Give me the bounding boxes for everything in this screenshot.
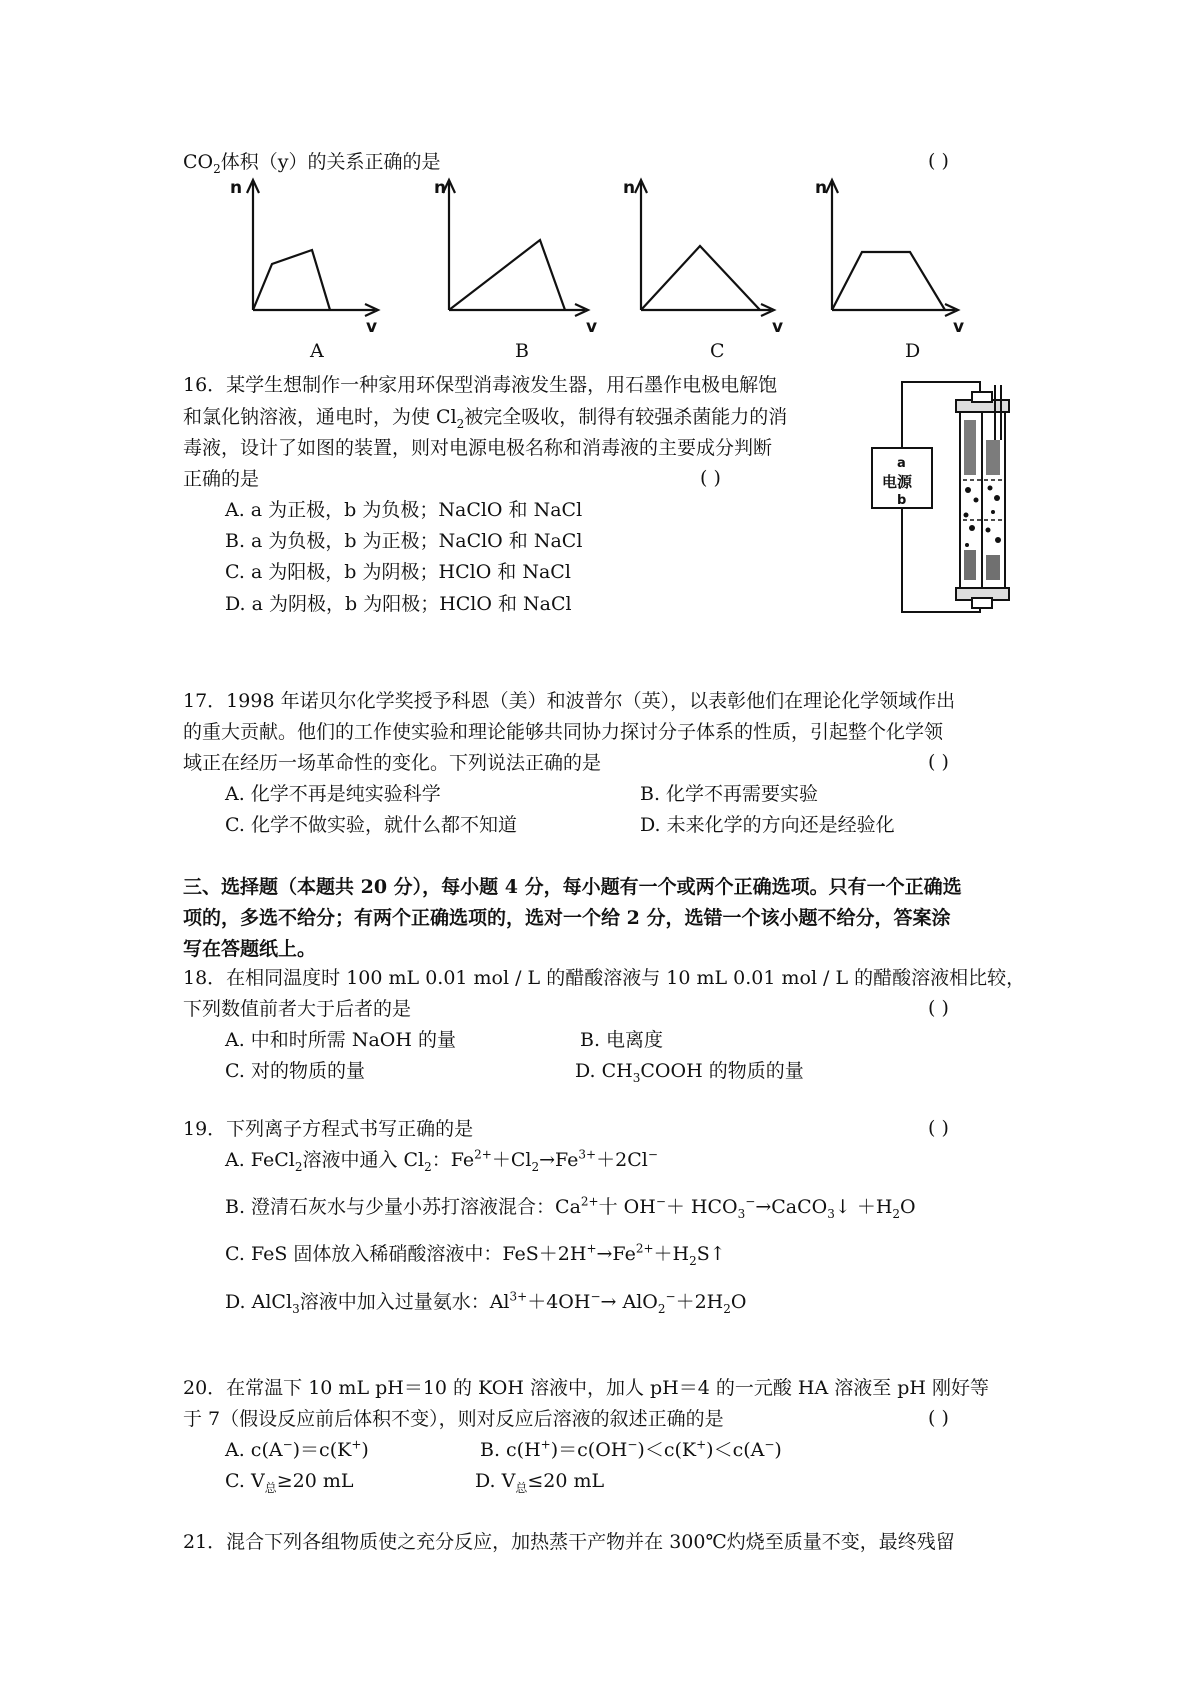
graph-d (826, 180, 958, 316)
q15-answer-paren: ( ) (928, 150, 949, 172)
q19-c-t1: C. FeS 固体放入稀硝酸溶液中：FeS＋2H (225, 1243, 587, 1265)
q18-line-2: 下列数值前者大于后者的是 (183, 998, 412, 1020)
q19-d-t1: D. AlCl (225, 1291, 293, 1313)
q19-d-t5: ＋2H (675, 1291, 724, 1313)
q19-answer-paren: ( ) (928, 1117, 949, 1139)
q16-answer-paren: ( ) (700, 467, 721, 489)
section-3-heading-line-1: 三、选择题（本题共 20 分），每小题 4 分，每小题有一个或两个正确选项。只有一个正确选 (183, 876, 962, 898)
q20-line-1: 20．在常温下 10 mL pH＝10 的 KOH 溶液中，加人 pH＝4 的一元酸 HA 溶液至 pH 刚好等 (183, 1377, 990, 1399)
q19-b-s3: 2 (892, 1206, 901, 1221)
q17-line-1: 17．1998 年诺贝尔化学奖授予科恩（美）和波普尔（英），以表彰他们在理论化学领域作出 (183, 690, 956, 712)
graph-c-y-label: n (623, 178, 636, 198)
q19-a-p2: 3+ (578, 1147, 597, 1162)
q20-b-p4: − (764, 1437, 775, 1452)
q20-line-2: 于 7（假设反应前后体积不变），则对反应后溶液的叙述正确的是 (183, 1408, 724, 1430)
q19-a-t3: ：Fe (431, 1149, 475, 1171)
q20-a-p1: − (282, 1437, 293, 1452)
q19-c-t3: ＋H (653, 1243, 690, 1265)
q19-b-t2: 十 OH (598, 1196, 656, 1218)
q19-a-t5: →Fe (539, 1149, 579, 1171)
q19-option-a (225, 1148, 658, 1172)
q19-d-p3: − (665, 1289, 676, 1304)
q19-line-1: 19．下列离子方程式书写正确的是 (183, 1118, 474, 1140)
section-3-heading-line-2: 项的，多选不给分；有两个正确选项的，选对一个给 2 分，选错一个该小题不给分，答案涂 (183, 907, 951, 929)
q20-b-t4: )＜c(A (706, 1439, 765, 1461)
q20-option-d (475, 1469, 604, 1493)
q19-option-c (225, 1242, 726, 1266)
q15-tail-sub: 2 (213, 161, 221, 176)
q18-option-d-post: COOH 的物质的量 (640, 1060, 804, 1082)
q15-tail-pre: CO (183, 151, 214, 173)
q16-line-2 (183, 405, 787, 429)
graph-c-label: C (710, 340, 725, 362)
q19-a-t4: ＋Cl (491, 1149, 532, 1171)
q19-d-t3: ＋4OH (527, 1291, 591, 1313)
q19-d-s1: 3 (292, 1301, 300, 1316)
q19-d-s3: 2 (723, 1301, 731, 1316)
q20-option-c (225, 1469, 353, 1493)
q20-b-p1: + (540, 1437, 551, 1452)
q20-a-t2: )＝c(K (292, 1439, 352, 1461)
q19-b-s1: 3 (737, 1206, 746, 1221)
q20-b-t3: )＜c(K (637, 1439, 697, 1461)
q19-b-t5: ↓ ＋H (834, 1196, 893, 1218)
q19-b-t4: →CaCO (755, 1196, 828, 1218)
q18-option-c: C. 对的物质的量 (225, 1060, 365, 1082)
q18-option-b: B. 电离度 (580, 1029, 664, 1051)
q19-b-t1: B. 澄清石灰水与少量小苏打溶液混合：Ca (225, 1196, 581, 1218)
graph-b-label: B (515, 340, 529, 362)
graph-b (443, 180, 588, 316)
q15-tail-post: 体积（y）的关系正确的是 (220, 151, 441, 173)
q16-line-2-sub: 2 (456, 416, 465, 431)
q19-a-s2: 2 (424, 1159, 432, 1174)
power-source-label: 电源 (882, 473, 913, 491)
q19-a-s3: 2 (531, 1159, 540, 1174)
graph-d-label: D (905, 340, 921, 362)
graph-d-y-label: n (815, 178, 828, 198)
graph-d-x-label: v (953, 317, 965, 337)
graph-c (635, 180, 774, 316)
q16-option-d: D. a 为阴极，b 为阳极；HClO 和 NaCl (225, 593, 572, 615)
q20-d-t1: D. V (475, 1470, 516, 1492)
q18-option-d-pre: D. CH (575, 1060, 633, 1082)
q18-option-d (575, 1059, 804, 1083)
q16-line-4: 正确的是 (183, 468, 260, 490)
q18-line-1: 18．在相同温度时 100 mL 0.01 mol / L 的醋酸溶液与 10 mL 0.01 mol / L 的醋酸溶液相比较， (183, 967, 1026, 989)
q19-b-p1: 2+ (580, 1194, 599, 1209)
q17-option-a: A. 化学不再是纯实验科学 (225, 783, 441, 805)
q20-a-t1: A. c(A (225, 1439, 283, 1461)
q20-c-t1: C. V (225, 1470, 265, 1492)
q16-line-2-post: 被完全吸收，制得有较强杀菌能力的消 (464, 406, 788, 428)
q15-graphs (0, 170, 1000, 340)
q20-option-b (480, 1438, 782, 1462)
q19-b-t3: ＋ HCO (665, 1196, 738, 1218)
q19-d-t4: → AlO (600, 1291, 658, 1313)
q19-b-p3: − (745, 1194, 756, 1209)
q19-a-t6: ＋2Cl (596, 1149, 648, 1171)
q19-option-d (225, 1290, 746, 1314)
q16-option-a: A. a 为正极，b 为负极；NaClO 和 NaCl (225, 499, 583, 521)
q18-answer-paren: ( ) (928, 997, 949, 1019)
q19-option-b (225, 1195, 916, 1219)
q20-c-s1: 总 (264, 1480, 277, 1495)
q18-option-d-sub: 3 (632, 1070, 641, 1085)
q20-d-s1: 总 (515, 1480, 528, 1495)
q19-c-p1: + (586, 1241, 597, 1256)
q20-answer-paren: ( ) (928, 1407, 949, 1429)
q20-d-t2: ≤20 mL (527, 1470, 605, 1492)
power-a-label: a (897, 456, 906, 471)
q17-line-3: 域正在经历一场革命性的变化。下列说法正确的是 (183, 752, 602, 774)
q20-a-t3: ) (361, 1439, 369, 1461)
power-b-label: b (897, 493, 907, 508)
q19-d-p2: − (590, 1289, 601, 1304)
electrolysis-apparatus-figure (860, 380, 1040, 635)
q19-c-s1: 2 (689, 1253, 697, 1268)
graph-b-y-label: n (434, 178, 447, 198)
q20-b-p3: + (696, 1437, 707, 1452)
graph-a-y-label: n (230, 178, 243, 198)
q19-d-s2: 2 (657, 1301, 666, 1316)
graph-a-x-label: v (366, 317, 378, 337)
q19-c-p2: 2+ (635, 1241, 654, 1256)
q16-option-b: B. a 为负极，b 为正极；NaClO 和 NaCl (225, 530, 583, 552)
q19-d-t2: 溶液中加入过量氨水：Al (299, 1291, 510, 1313)
q20-option-a (225, 1438, 369, 1462)
q16-option-c: C. a 为阳极，b 为阴极；HClO 和 NaCl (225, 561, 571, 583)
q20-b-p2: − (627, 1437, 638, 1452)
q20-c-t2: ≥20 mL (276, 1470, 354, 1492)
q19-d-p1: 3+ (509, 1289, 528, 1304)
section-3-heading-line-3: 写在答题纸上。 (183, 938, 317, 960)
q17-option-b: B. 化学不再需要实验 (640, 783, 819, 805)
q17-answer-paren: ( ) (928, 751, 949, 773)
q17-option-c: C. 化学不做实验，就什么都不知道 (225, 814, 517, 836)
q19-a-t1: A. FeCl (225, 1149, 295, 1171)
q16-line-2-pre: 和氯化钠溶液，通电时，为使 Cl (183, 406, 457, 428)
q19-a-s1: 2 (294, 1159, 303, 1174)
q19-b-p2: − (655, 1194, 666, 1209)
q19-c-t2: →Fe (596, 1243, 636, 1265)
q19-a-t2: 溶液中通入 Cl (302, 1149, 425, 1171)
q16-line-1: 16．某学生想制作一种家用环保型消毒液发生器，用石墨作电极电解饱 (183, 374, 778, 396)
q20-b-t1: B. c(H (480, 1439, 541, 1461)
q19-b-s2: 3 (827, 1206, 835, 1221)
q21-line-1: 21．混合下列各组物质使之充分反应，加热蒸干产物并在 300℃灼烧至质量不变，最终残留 (183, 1531, 955, 1553)
q20-b-t2: )＝c(OH (550, 1439, 628, 1461)
graph-a-label: A (310, 340, 324, 362)
q16-line-3: 毒液，设计了如图的装置，则对电源电极名称和消毒液的主要成分判断 (183, 437, 773, 459)
q20-b-t5: ) (774, 1439, 782, 1461)
q19-b-t6: O (900, 1196, 916, 1218)
q19-a-p1: 2+ (474, 1147, 492, 1162)
q19-c-t4: S↑ (696, 1243, 726, 1265)
q19-a-p3: − (647, 1147, 658, 1162)
graph-b-x-label: v (586, 317, 598, 337)
q18-option-a: A. 中和时所需 NaOH 的量 (225, 1029, 456, 1051)
graph-a (247, 180, 378, 316)
q17-option-d: D. 未来化学的方向还是经验化 (640, 814, 895, 836)
graph-c-x-label: v (772, 317, 784, 337)
q17-line-2: 的重大贡献。他们的工作使实验和理论能够共同协力探讨分子体系的性质，引起整个化学领 (183, 721, 944, 743)
q20-a-p2: + (351, 1437, 362, 1452)
q19-d-t6: O (730, 1291, 747, 1313)
